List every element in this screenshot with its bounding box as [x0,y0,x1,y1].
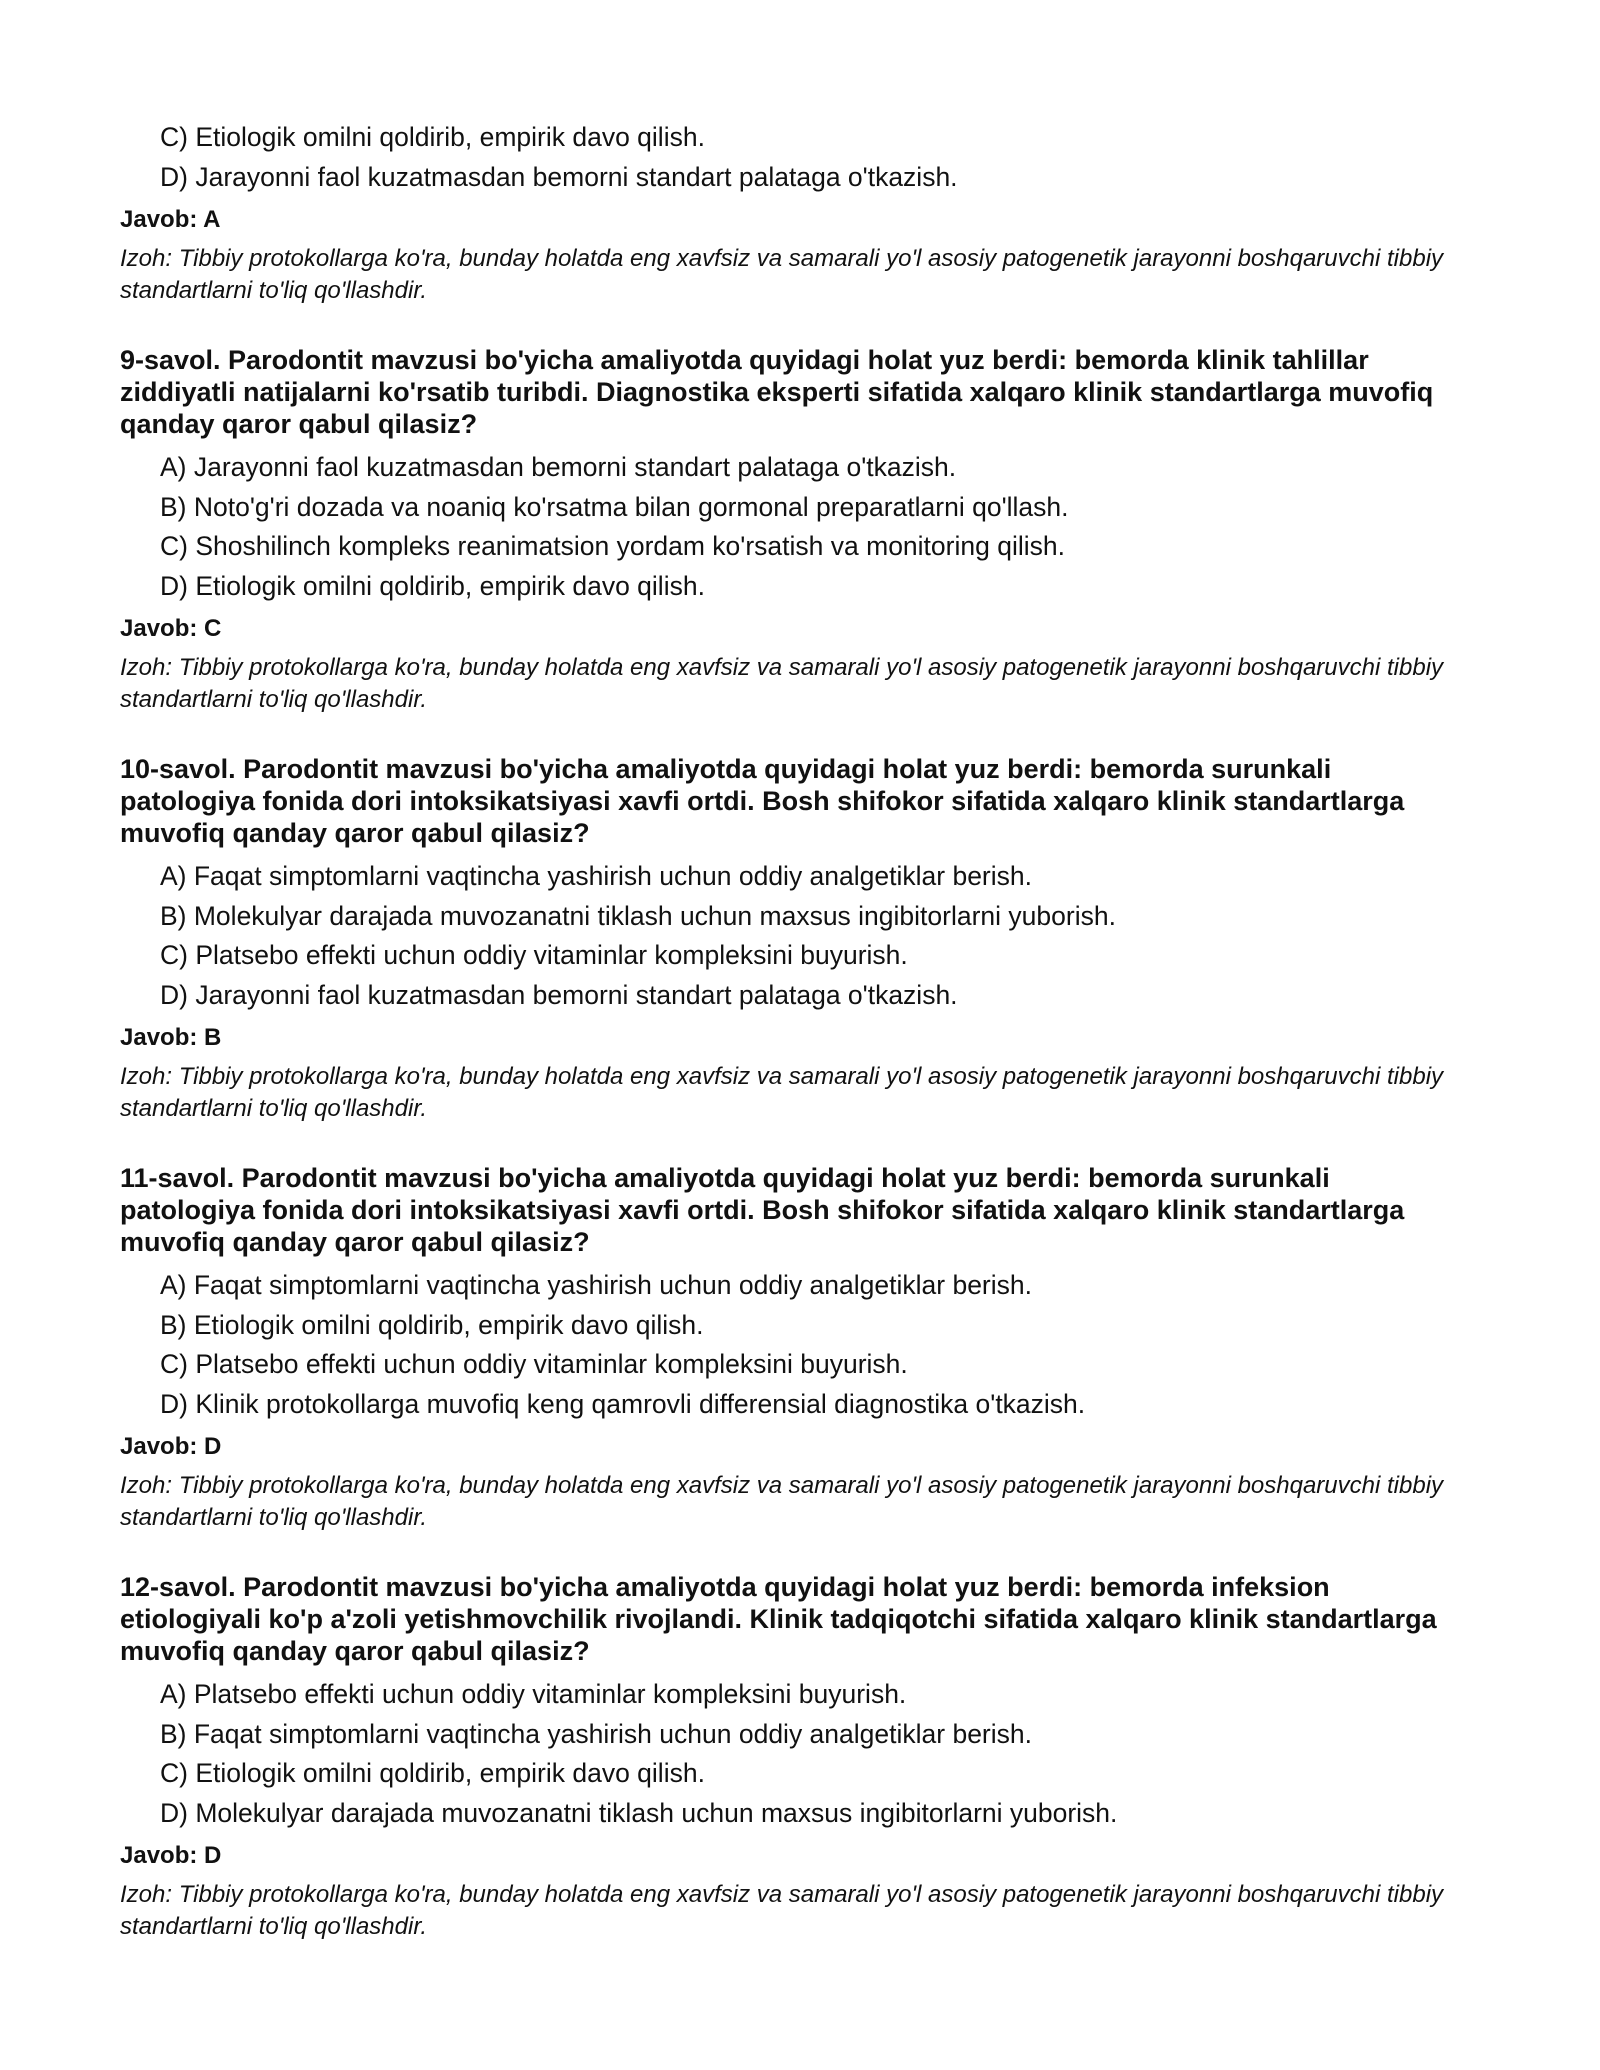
answer-key: Javob: C [120,615,222,642]
answer-options [120,857,1460,1015]
answer-key: Javob: D [120,1433,222,1460]
answer-option: D) Jarayonni faol kuzatmasdan bemorni standart palataga o'tkazish. [160,161,958,192]
answer-option: A) Faqat simptomlarni vaqtincha yashirish uchun oddiy analgetiklar berish. [160,1270,1032,1300]
question-text: 10-savol. Parodontit mavzusi bo'yicha amaliyotda quyidagi holat yuz berdi: bemorda surunkali patologiya fonida dori intoksikatsiyasi xavfi ortdi. Bosh shifokor sifatida xalqaro klinik standartlarga muvofiq qanday qaror qabul qilasiz? [120,754,1405,848]
question-block-10 [120,753,1460,1125]
answer-option: A) Platsebo effekti uchun oddiy vitaminlar kompleksini buyurish. [160,1679,907,1709]
answer-option: A) Faqat simptomlarni vaqtincha yashirish uchun oddiy analgetiklar berish. [160,861,1032,891]
answer-option: D) Molekulyar darajada muvozanatni tiklash uchun maxsus ingibitorlarni yuborish. [160,1797,1118,1828]
answer-key: Javob: D [120,1842,222,1869]
answer-option: D) Jarayonni faol kuzatmasdan bemorni standart palataga o'tkazish. [160,979,958,1010]
answer-key: Javob: A [120,206,221,233]
question-block-11 [120,1162,1460,1534]
answer-option: C) Etiologik omilni qoldirib, empirik davo qilish. [160,1758,705,1788]
answer-option: B) Molekulyar darajada muvozanatni tiklash uchun maxsus ingibitorlarni yuborish. [160,900,1116,931]
answer-key: Javob: B [120,1024,222,1051]
answer-options [120,448,1460,606]
answer-option: A) Jarayonni faol kuzatmasdan bemorni standart palataga o'tkazish. [160,452,957,482]
question-text: 9-savol. Parodontit mavzusi bo'yicha amaliyotda quyidagi holat yuz berdi: bemorda klinik tahlillar ziddiyatli natijalarni ko'rsatib turibdi. Diagnostika eksperti sifatida xalqaro klinik standartlarga muvofiq qanday qaror qabul qilasiz? [120,345,1434,439]
answer-option: C) Platsebo effekti uchun oddiy vitaminlar kompleksini buyurish. [160,1349,908,1379]
explanation-note: Izoh: Tibbiy protokollarga ko'ra, bunday holatda eng xavfsiz va samarali yo'l asosiy patogenetik jarayonni boshqaruvchi tibbiy standartlarni to'liq qo'llashdir. [120,1063,1444,1122]
answer-options [120,1675,1460,1833]
explanation-note: Izoh: Tibbiy protokollarga ko'ra, bunday holatda eng xavfsiz va samarali yo'l asosiy patogenetik jarayonni boshqaruvchi tibbiy standartlarni to'liq qo'llashdir. [120,1881,1444,1940]
answer-option: B) Noto'g'ri dozada va noaniq ko'rsatma bilan gormonal preparatlarni qo'llash. [160,491,1069,522]
explanation-note: Izoh: Tibbiy protokollarga ko'ra, bunday holatda eng xavfsiz va samarali yo'l asosiy patogenetik jarayonni boshqaruvchi tibbiy standartlarni to'liq qo'llashdir. [120,245,1444,304]
answer-option: D) Klinik protokollarga muvofiq keng qamrovli differensial diagnostika o'tkazish. [160,1388,1086,1419]
answer-option: C) Platsebo effekti uchun oddiy vitaminlar kompleksini buyurish. [160,940,908,970]
question-block-9 [120,344,1460,716]
answer-option: C) Etiologik omilni qoldirib, empirik davo qilish. [160,122,705,152]
answer-option: B) Etiologik omilni qoldirib, empirik davo qilish. [160,1309,704,1340]
question-block-12 [120,1571,1460,1943]
explanation-note: Izoh: Tibbiy protokollarga ko'ra, bunday holatda eng xavfsiz va samarali yo'l asosiy patogenetik jarayonni boshqaruvchi tibbiy standartlarni to'liq qo'llashdir. [120,1472,1444,1531]
answer-option: C) Shoshilinch kompleks reanimatsion yordam ko'rsatish va monitoring qilish. [160,531,1065,561]
answer-options [120,118,1460,197]
answer-option: B) Faqat simptomlarni vaqtincha yashirish uchun oddiy analgetiklar berish. [160,1718,1032,1749]
question-text: 11-savol. Parodontit mavzusi bo'yicha amaliyotda quyidagi holat yuz berdi: bemorda surunkali patologiya fonida dori intoksikatsiyasi xavfi ortdi. Bosh shifokor sifatida xalqaro klinik standartlarga muvofiq qanday qaror qabul qilasiz? [120,1163,1405,1257]
explanation-note: Izoh: Tibbiy protokollarga ko'ra, bunday holatda eng xavfsiz va samarali yo'l asosiy patogenetik jarayonni boshqaruvchi tibbiy standartlarni to'liq qo'llashdir. [120,654,1444,713]
continued-question-block [120,118,1460,307]
answer-options [120,1266,1460,1424]
answer-option: D) Etiologik omilni qoldirib, empirik davo qilish. [160,570,705,601]
question-text: 12-savol. Parodontit mavzusi bo'yicha amaliyotda quyidagi holat yuz berdi: bemorda infeksion etiologiyali ko'p a'zoli yetishmovchilik rivojlandi. Klinik tadqiqotchi sifatida xalqaro klinik standartlarga muvofiq qanday qaror qabul qilasiz? [120,1572,1437,1666]
